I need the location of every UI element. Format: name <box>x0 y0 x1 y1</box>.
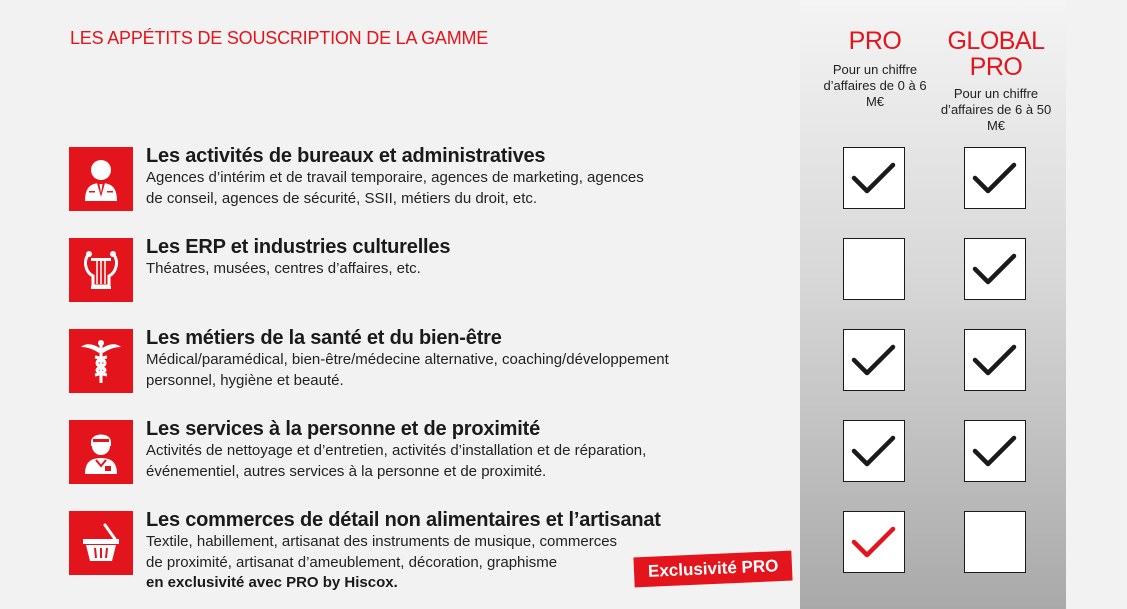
row-title: Les services à la personne et de proximité <box>146 418 541 440</box>
shopping-basket-icon <box>69 511 133 575</box>
page-title: LES APPÉTITS DE SOUSCRIPTION DE LA GAMME <box>70 28 489 48</box>
column-subtitle-global-pro: Pour un chiffre d’affaires de 6 à 50 M€ <box>940 86 1052 133</box>
activity-row <box>69 329 799 395</box>
checkbox-pro <box>843 238 905 300</box>
row-description-line: Agences d’intérim et de travail temporaire, agences de marketing, agences <box>146 169 644 186</box>
activity-row <box>69 420 799 486</box>
column-name-global-line1: GLOBAL <box>947 27 1045 55</box>
check-icon <box>965 148 1025 208</box>
column-header-pro <box>815 28 935 110</box>
checkbox-pro <box>843 147 905 209</box>
caduceus-icon <box>69 329 133 393</box>
row-title: Les ERP et industries culturelles <box>146 236 451 258</box>
checkbox-global-pro <box>964 329 1026 391</box>
check-icon <box>965 330 1025 390</box>
column-subtitle-pro: Pour un chiffre d’affaires de 0 à 6 M€ <box>823 62 927 109</box>
check-icon <box>844 148 904 208</box>
check-icon <box>965 239 1025 299</box>
checkbox-pro <box>843 329 905 391</box>
check-icon <box>844 512 904 572</box>
office-worker-icon <box>69 147 133 211</box>
row-description-line: personnel, hygiène et beauté. <box>146 371 344 389</box>
check-icon <box>844 330 904 390</box>
check-icon <box>844 421 904 481</box>
column-header-global-pro <box>936 28 1056 134</box>
row-description-line: Activités de nettoyage et d’entretien, activités d’installation et de réparation, <box>146 442 647 459</box>
check-icon <box>965 421 1025 481</box>
checkbox-global-pro <box>964 511 1026 573</box>
row-description-line: Médical/paramédical, bien-être/médecine alternative, coaching/développement <box>146 351 669 368</box>
row-title: Les métiers de la santé et du bien-être <box>146 327 502 349</box>
row-exclusive-note: en exclusivité avec PRO by Hiscox. <box>146 574 398 591</box>
activity-row <box>69 147 799 213</box>
service-person-icon <box>69 420 133 484</box>
checkbox-global-pro <box>964 147 1026 209</box>
checkbox-pro <box>843 511 905 573</box>
exclusive-badge: Exclusivité PRO <box>633 551 793 588</box>
row-description-line: de proximité, artisanat d’ameublement, décoration, graphisme <box>146 553 558 571</box>
row-description-line: de conseil, agences de sécurité, SSII, métiers du droit, etc. <box>146 189 538 207</box>
row-description-line: Textile, habillement, artisanat des instruments de musique, commerces <box>146 533 618 550</box>
row-title: Les activités de bureaux et administratives <box>146 145 546 167</box>
checkbox-global-pro <box>964 420 1026 482</box>
column-name-pro: PRO <box>848 27 902 55</box>
lyre-icon <box>69 238 133 302</box>
checkbox-global-pro <box>964 238 1026 300</box>
checkbox-pro <box>843 420 905 482</box>
row-description-line: événementiel, autres services à la personne et de proximité. <box>146 462 547 480</box>
activity-row <box>69 238 799 304</box>
row-description-line: Théatres, musées, centres d’affaires, etc. <box>146 260 421 277</box>
column-name-global-line2: PRO <box>969 53 1023 81</box>
row-title: Les commerces de détail non alimentaires et l’artisanat <box>146 509 661 531</box>
